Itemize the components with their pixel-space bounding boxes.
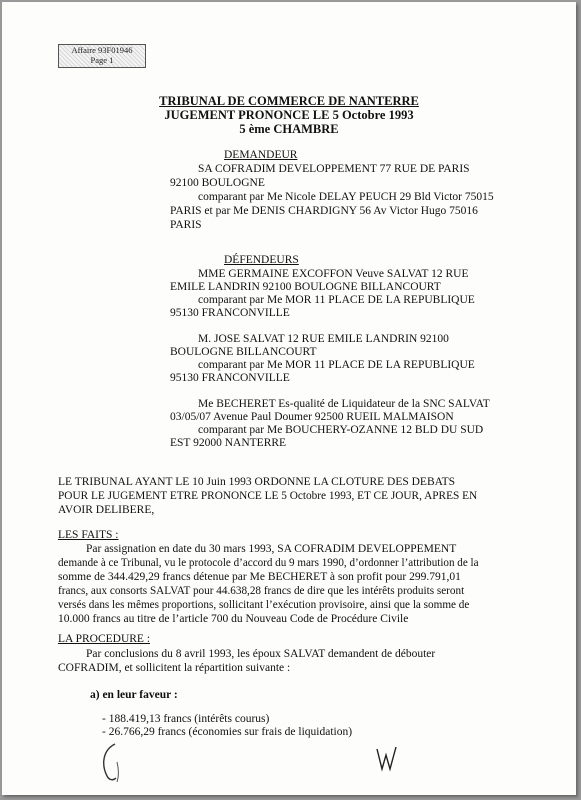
document-header	[2, 94, 576, 136]
tribunal-line: AVOIR DELIBERE,	[58, 504, 155, 516]
defendeur-line: comparant par Me MOR 11 PLACE DE LA REPUBLIQUE	[198, 359, 475, 371]
procedure-item: - 188.419,13 francs (intérêts courus)	[102, 713, 270, 725]
demandeur-line: SA COFRADIM DEVELOPPEMENT 77 RUE DE PARIS	[198, 163, 470, 175]
procedure-line: Par conclusions du 8 avril 1993, les époux SALVAT demandent de débouter	[86, 648, 436, 660]
judgment-date: JUGEMENT PRONONCE LE 5 Octobre 1993	[164, 108, 414, 122]
defendeur-line: EST 92000 NANTERRE	[170, 437, 287, 449]
case-number: Affaire 93F01946	[71, 45, 133, 55]
defendeur-line: BOULOGNE BILLANCOURT	[170, 346, 317, 358]
procedure-line: COFRADIM, et sollicitent la répartition suivante :	[58, 662, 291, 674]
defendeur-line: MME GERMAINE EXCOFFON Veuve SALVAT 12 RUE	[198, 268, 469, 280]
defendeur-line: M. JOSE SALVAT 12 RUE EMILE LANDRIN 92100	[198, 333, 449, 345]
demandeur-line: comparant par Me Nicole DELAY PEUCH 29 Bld Victor 75015	[198, 191, 494, 203]
demandeur-line: 92100 BOULOGNE	[170, 177, 265, 189]
defendeurs-heading: DÉFENDEURS	[224, 254, 299, 266]
procedure-subheading: a) en leur faveur :	[90, 689, 178, 701]
case-stamp	[58, 44, 146, 68]
procedure-heading: LA PROCEDURE :	[58, 633, 151, 645]
faits-line: demande à ce Tribunal, vu le protocole d’accord du 9 mars 1990, d’ordonner l’attribution de la	[58, 557, 479, 569]
faits-heading: LES FAITS :	[58, 529, 119, 541]
faits-line: versés dans les mêmes proportions, sollicitant l’exécution provisoire, ainsi que la somme de	[58, 599, 470, 611]
faits-line: francs, aux consorts SALVAT pour 44.638,28 francs de dire que les intérêts produits seront	[58, 585, 465, 597]
defendeur-line: 03/05/07 Avenue Paul Doumer 92500 RUEIL MALMAISON	[170, 411, 454, 423]
page-number: Page 1	[90, 55, 114, 65]
defendeur-line: comparant par Me MOR 11 PLACE DE LA REPUBLIQUE	[198, 294, 475, 306]
defendeur-line: 95130 FRANCONVILLE	[170, 307, 290, 319]
handwritten-initial-left	[97, 740, 127, 784]
demandeur-line: PARIS	[170, 219, 202, 231]
defendeur-line: 95130 FRANCONVILLE	[170, 372, 290, 384]
demandeur-line: PARIS et par Me DENIS CHARDIGNY 56 Av Victor Hugo 75016	[170, 205, 478, 217]
procedure-item: - 26.766,29 francs (économies sur frais de liquidation)	[102, 726, 353, 738]
defendeur-line: EMILE LANDRIN 92100 BOULOGNE BILLANCOURT	[170, 281, 441, 293]
chamber: 5 ème CHAMBRE	[239, 122, 339, 136]
defendeur-line: comparant par Me BOUCHERY-OZANNE 12 BLD DU SUD	[198, 424, 484, 436]
handwritten-initial-right	[374, 745, 400, 775]
defendeur-line: Me BECHERET Es-qualité de Liquidateur de la SNC SALVAT	[198, 398, 490, 410]
document-page	[2, 2, 576, 795]
faits-line: somme de 344.429,29 francs détenue par Me BECHERET à son profit pour 299.791,01	[58, 571, 461, 583]
faits-line: 10.000 francs au titre de l’article 700 du Nouveau Code de Procédure Civile	[58, 613, 409, 625]
tribunal-line: POUR LE JUGEMENT ETRE PRONONCE LE 5 Octobre 1993, ET CE JOUR, APRES EN	[58, 490, 478, 502]
faits-line: Par assignation en date du 30 mars 1993, SA COFRADIM DEVELOPPEMENT	[86, 543, 457, 555]
tribunal-line: LE TRIBUNAL AYANT LE 10 Juin 1993 ORDONNE LA CLOTURE DES DEBATS	[58, 476, 456, 488]
demandeur-heading: DEMANDEUR	[224, 149, 298, 161]
court-title: TRIBUNAL DE COMMERCE DE NANTERRE	[159, 94, 419, 108]
